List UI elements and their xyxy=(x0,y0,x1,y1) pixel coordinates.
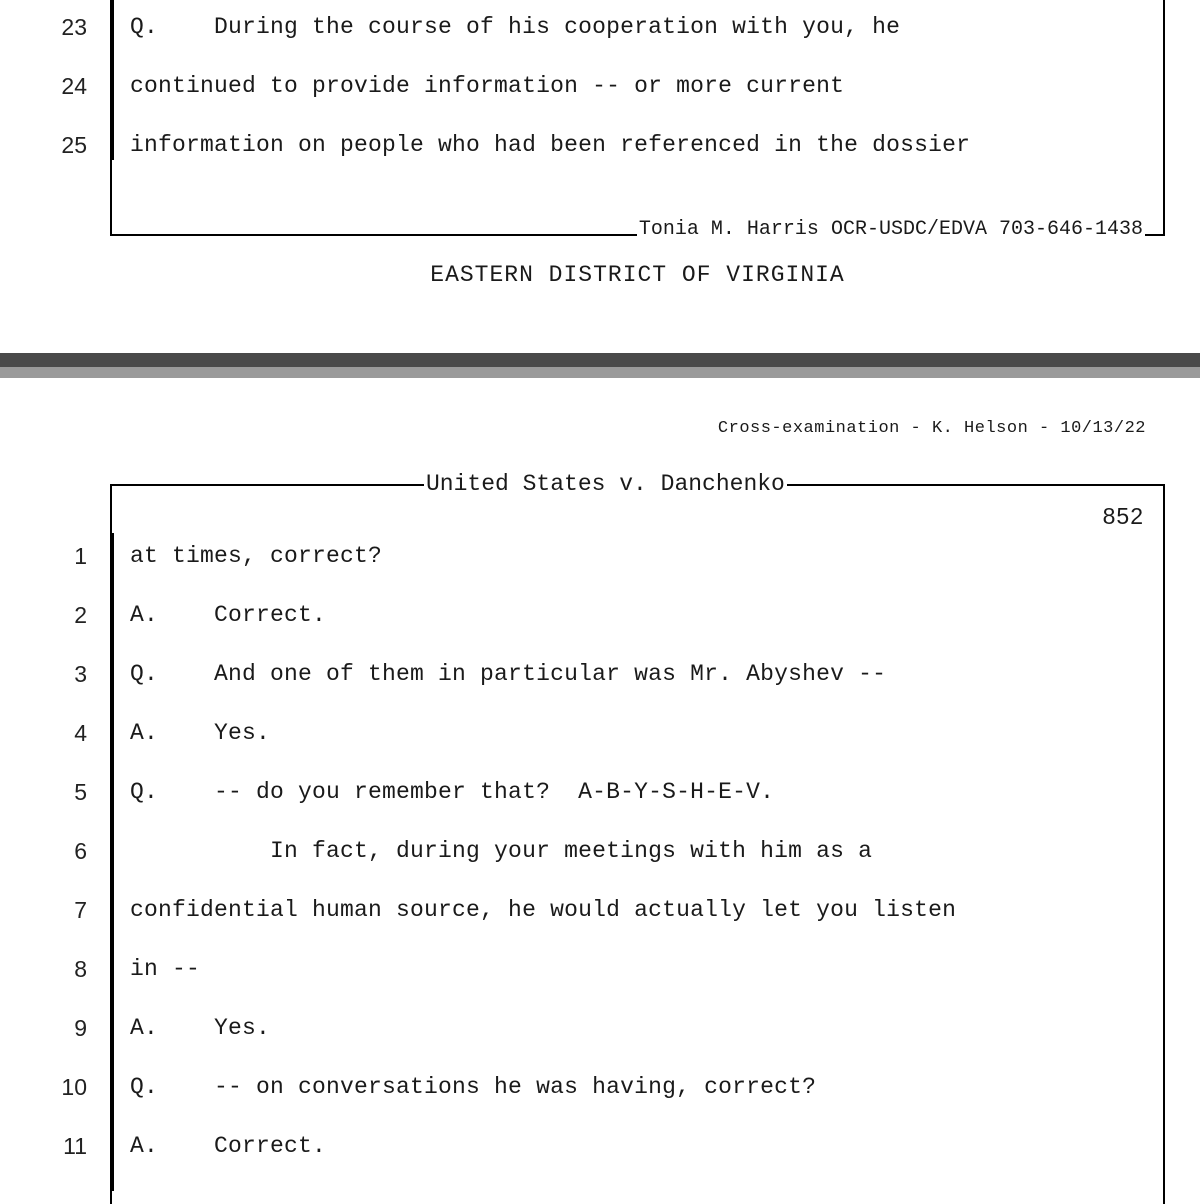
transcript-line: A. Yes. xyxy=(130,1015,271,1041)
line-number: 9 xyxy=(74,1015,87,1041)
line-number: 3 xyxy=(74,661,87,687)
transcript-line: A. Correct. xyxy=(130,1133,327,1159)
line-number-divider xyxy=(112,533,114,1191)
line-number: 10 xyxy=(61,1074,87,1100)
transcript-page-top xyxy=(0,0,1200,353)
district-footer: EASTERN DISTRICT OF VIRGINIA xyxy=(430,262,845,288)
transcript-line: A. Yes. xyxy=(130,720,271,746)
transcript-line: at times, correct? xyxy=(130,543,383,569)
transcript-line: Q. And one of them in particular was Mr. Abyshev -- xyxy=(130,661,887,687)
line-number: 24 xyxy=(61,73,87,99)
transcript-page-bottom xyxy=(0,378,1200,1191)
transcript-line: Q. -- on conversations he was having, correct? xyxy=(130,1074,817,1100)
transcript-line: continued to provide information -- or more current xyxy=(130,73,845,99)
line-number: 5 xyxy=(74,779,87,805)
transcript-line: A. Correct. xyxy=(130,602,327,628)
line-number: 4 xyxy=(74,720,87,746)
page-number: 852 xyxy=(1102,503,1144,529)
line-number: 6 xyxy=(74,838,87,864)
line-number: 7 xyxy=(74,897,87,923)
line-number-divider xyxy=(112,0,114,160)
line-number: 11 xyxy=(63,1133,87,1159)
transcript-line: Q. During the course of his cooperation with you, he xyxy=(130,14,901,40)
line-number: 23 xyxy=(61,14,87,40)
line-number: 8 xyxy=(74,956,87,982)
running-head: Cross-examination - K. Helson - 10/13/22 xyxy=(717,419,1146,438)
court-reporter-footer: Tonia M. Harris OCR-USDC/EDVA 703-646-1438 xyxy=(638,218,1143,241)
transcript-line: confidential human source, he would actually let you listen xyxy=(130,897,957,923)
transcript-line: in -- xyxy=(130,956,201,982)
case-caption: United States v. Danchenko xyxy=(426,471,785,497)
transcript-line: Q. -- do you remember that? A-B-Y-S-H-E-V. xyxy=(130,779,775,805)
transcript-line: In fact, during your meetings with him as a xyxy=(130,838,873,864)
page-separator xyxy=(0,353,1200,378)
transcript-line: information on people who had been referenced in the dossier xyxy=(130,132,971,158)
line-number: 25 xyxy=(61,132,87,158)
line-number: 1 xyxy=(74,543,87,569)
line-number: 2 xyxy=(74,602,87,628)
